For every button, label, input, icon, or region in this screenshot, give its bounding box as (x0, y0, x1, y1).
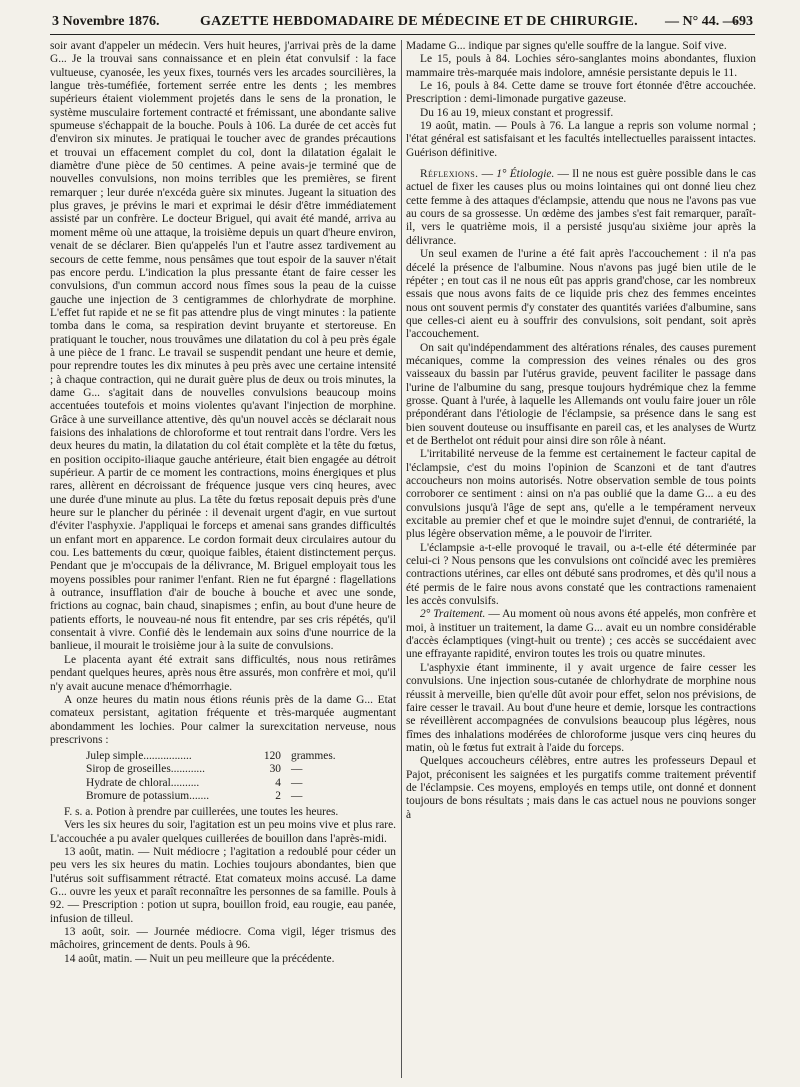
paragraph: Madame G... indique par signes qu'elle souffre de la langue. Soif vive. (406, 40, 727, 52)
paragraph: Le placenta ayant été extrait sans difficultés, nous nous retirâmes pendant quelques heures, après nous être assurés, mon confrère et moi, qu'il n'y avait aucune menace d'hémorrhagie. (50, 653, 396, 693)
unit: — (291, 763, 303, 776)
prescription-row (86, 763, 356, 776)
issue-date: 3 Novembre 1876. (52, 14, 160, 29)
quantity: 120 (263, 750, 281, 763)
paragraph: 13 août, soir. — Journée médiocre. Coma vigil, léger trismus des mâchoires, grincement de dents. Pouls à 96. (50, 926, 396, 952)
prescription-row (86, 750, 356, 763)
section-traitement (406, 608, 756, 661)
paragraph: A onze heures du matin nous étions réunis près de la dame G... Etat comateux persistant, agitation fréquente et très-marquée augmentant abondamment les lochies. Pour calmer la surexcitation nerveuse, nous prescrivons : (50, 693, 396, 746)
paragraph: Quelques accoucheurs célèbres, entre autres les professeurs Depaul et Pajot, préconisent les saignées et les purgatifs comme traitement préventif de l'éclampsie. Ces moyens, employés en temps utile, ont donné et donnent toujours de bons résultats ; mais dans le cas actuel nous ne pouvions songer à (406, 755, 756, 821)
prescription-row (86, 790, 356, 803)
paragraph: Du 16 au 19, mieux constant et progressif. (420, 106, 614, 119)
paragraph: soir avant d'appeler un médecin. Vers huit heures, j'arrivai près de la dame G... Je la trouvai sans connaissance et en plein état convulsif : la face vultueuse, cyanosée, les yeux fixes, tournés vers les arcades sourcilières, la langue très-tuméfiée, fortement serrée entre les dents ; les membres supérieurs étaient violemment projetés dans le sens de la pronation, le système musculaire fortement contracté et frémissant, une abondante salive spumeuse s'échappait de la bouche. Pouls à 106. La durée de cet accès fut d'environ six minutes. Je pratiquai le toucher avec de grandes précautions et trouvai un effacement complet du col, dont la dilatation égalait le diamètre d'une pièce de 50 centimes. A peine avais-je terminé que de nouvelles convulsions, non moins terribles que les premières, se firent remarquer ; leur durée n'excéda guère six minutes. Jugeant la situation des plus graves, je prévins le mari et exprimai le désir d'être immédiatement assisté par un confrère. Le docteur Briguel, qui avait été mandé, arriva au moment même où une attaque, la troisième depuis un quart d'heure environ, venait de se déclarer. Bien qu'appelés l'un et l'autre assez tardivement au secours de cette femme, nous pensâmes que tout espoir de la sauver n'était pas encore perdu. L'indication la plus pressante étant de faire cesser les convulsions, d'un commun accord nous fîmes sous la peau de la cuisse gauche une injection de 3 centigrammes de chlorhydrate de morphine. L'effet fut rapide et ne se fit pas attendre plus de vingt minutes : la patiente tomba dans le coma, sa respiration devint bruyante et stertoreuse. En pratiquant le toucher, nous trouvâmes une dilatation du col à peu près égale à une pièce de 1 franc. Le travail se suspendit pendant une heure et demie, pour reprendre toutes les dix minutes à peu près avec une certaine intensité ; à chaque contraction, qui ne durait guère plus de deux ou trois minutes, la dame G... s'agitait dans de nouvelles convulsions beaucoup moins accentuées toutefois et moins violentes qu'avant l'injection de morphine. Grâce à une surveillance attentive, dès qu'un nouvel accès se déclarait nous faisions des inhalations de chloroforme et tout rentrait dans l'ordre. Vers les deux heures du matin, la dilatation du col était complète et la tête du fœtus, en position occipito-iliaque gauche antérieure, était bien engagée au détroit supérieur. A partir de ce moment les contractions, moins énergiques et plus rares, allèrent en décroissant de fréquence jusque vers cinq heures, avec une durée d'une minute au plus. La tête du fœtus reposait depuis près d'une heure sur le plancher du périnée : il devenait urgent d'agir, en vue surtout d'éviter l'asphyxie. J'appliquai le forceps et amenai sans grandes difficultés un enfant mort en apparence. Le cordon formait deux circulaires autour du cou. Les battements du cœur, quoique faibles, étaient distinctement perçus. Pendant que je m'occupais de la délivrance, M. Briguel employait tous les moyens possibles pour ranimer l'enfant. Rien ne fut épargné : flagellations à outrance, insufflation d'air de bouche à bouche et avec une sonde, frictions au cognac, bain chaud, sinapismes ; enfin, au bout d'une heure de patients efforts, le nouveau-né nous fit entendre, par ses cris répétés, qu'il consentait à vivre. Confié dès le lendemain aux soins d'une nourrice de la banlieue, il mourait le troisième jour à la suite de convulsions. (50, 40, 396, 653)
unit: grammes. (291, 750, 336, 763)
paragraph-text: — Il ne nous est guère possible dans le cas actuel de fixer les causes plus ou moins lointaines qui ont donné lieu chez cette femme à des attaques d'éclampsie, attendu que nous ne l'avons pas vue au cours de sa grossesse. Un œdème des jambes s'est fait remarquer, paraît-il, vers le quatrième mois, il a persisté jusqu'au sixième jour après la délivrance. (406, 168, 756, 247)
paragraph: F. s. a. Potion à prendre par cuillerées, une toutes les heures. (64, 805, 339, 818)
left-column (50, 40, 396, 1080)
ingredient: Bromure de potassium....... (86, 789, 210, 802)
ingredient: Julep simple................. (86, 750, 192, 763)
right-column (406, 40, 756, 1080)
subsection-heading: 1° Étiologie. (496, 168, 555, 181)
paragraph: 13 août, matin. — Nuit médiocre ; l'agitation a redoublé pour céder un peu vers les six heures du matin. Lochies toujours abondantes, bien que l'utérus soit suffisamment rétracté. Etat comateux moins accusé. La dame G... ouvre les yeux et paraît reconnaître les personnes de sa famille. Pouls à 92. — Prescription : potion ut supra, bouillon froid, eau rougie, eau panée, infusion de tilleul. (50, 846, 396, 925)
paragraph: Vers les six heures du soir, l'agitation est un peu moins vive et plus rare. L'accouchée a pu avaler quelques cuillerées de bouillon dans l'après-midi. (50, 819, 396, 845)
page-number: 693 (732, 14, 753, 29)
unit: — (291, 776, 303, 789)
prescription-row (86, 777, 356, 790)
paragraph: Le 15, pouls à 84. Lochies séro-sanglantes moins abondantes, fluxion mammaire très-marquée mais indolore, amnésie persistante depuis le 11. (406, 53, 756, 79)
prescription-table (86, 750, 356, 803)
subsection-heading: 2° Traitement. (420, 608, 486, 621)
paragraph: On sait qu'indépendamment des altérations rénales, des causes purement mécaniques, comme la compression des veines rénales ou des gros vaisseaux du bassin par l'utérus gravide, peuvent faciliter le passage dans l'urine de l'albumine du sang, presque toujours hydrémique chez la femme grosse. Quant à l'urée, à laquelle les Allemands ont voulu faire jouer un rôle prépondérant dans l'étiologie de l'éclampsie, sa présence dans le sang est bien souvent douteuse ou insuffisante en pareil cas, et les analyses de Wurtz et de Berthelot ont réduit pour ainsi dire son rôle à néant. (406, 341, 756, 447)
page-header (50, 12, 755, 35)
unit: — (291, 789, 303, 802)
quantity: 30 (269, 763, 281, 776)
paragraph: Un seul examen de l'urine a été fait après l'accouchement : il n'a pas décelé la présence de l'albumine. Nous n'avons pas jugé bien utile de le répéter ; en tout cas il ne nous eût pas appris grand'chose, car les nombreux essais que nous avons faits de ce liquide pris chez des femmes enceintes nous ont souvent permis d'y constater des quantités variées d'albumine, sans que celles-ci aient eu à souffrir des convulsions, soit pendant, soit après l'accouchement. (406, 248, 756, 341)
journal-title: GAZETTE HEBDOMADAIRE DE MÉDECINE ET DE CHIRURGIE. (200, 14, 638, 29)
paragraph-text: — Au moment où nous avons été appelés, mon confrère et moi, à instituer un traitement, la dame G... avait eu un nombre considérable d'accès éclamptiques (vingt-huit ou trente) ; ces accès se succédaient avec une effrayante rapidité, environ toutes les trois ou quatre minutes. (406, 608, 756, 661)
section-reflexions: Réflexions. — 1° Étiologie. — Il ne nous est guère possible dans le cas actuel de fixer les causes plus ou moins lointaines qui ont donné lieu chez cette femme à des attaques d'éclampsie, attendu que nous ne l'avons pas vue au cours de sa grossesse. Un œdème des jambes s'est fait remarquer, paraît-il, vers le quatrième mois, il a persisté jusqu'au sixième jour après la délivrance. (406, 168, 756, 247)
paragraph: L'irritabilité nerveuse de la femme est certainement le facteur capital de l'éclampsie, c'est du moins l'opinion de Scanzoni et de tant d'autres accoucheurs non moins autorisés. Notre observation semble de tous points corroborer ce sentiment : ainsi on n'a pas oublié que la dame G... a eu des convulsions jusqu'à l'âge de sept ans, qu'elle a le tempérament nerveux excitable au premier chef et que le moindre sujet d'ennui, de contrariété, la plus légère observation même, a le pouvoir de l'irriter. (406, 448, 756, 541)
paragraph: 14 août, matin. — Nuit un peu meilleure que la précédente. (64, 952, 335, 965)
ingredient: Sirop de groseilles............ (86, 763, 205, 776)
column-divider (401, 40, 402, 1078)
section-heading: Réflexions. (420, 168, 479, 181)
issue-number: — N° 44. — (665, 14, 737, 29)
paragraph: Le 16, pouls à 84. Cette dame se trouve fort étonnée d'être accouchée. Prescription : demi-limonade purgative gazeuse. (406, 80, 756, 106)
paragraph: 19 août, matin. — Pouls à 76. La langue a repris son volume normal ; l'état général est satisfaisant et les facultés intellectuelles paraissent intactes. Guérison définitive. (406, 120, 756, 159)
ingredient: Hydrate de chloral.......... (86, 776, 200, 789)
paragraph: L'éclampsie a-t-elle provoqué le travail, ou a-t-elle été déterminée par celui-ci ? Nous pensons que les convulsions ont coïncidé avec les premières contractions utérines, car elles ont débuté sans prodromes, et dès qu'il nous a été permis de le faire nous avons constaté que les contractions ramenaient les accès convulsifs. (406, 541, 756, 608)
quantity: 2 (275, 789, 281, 802)
paragraph: L'asphyxie étant imminente, il y avait urgence de faire cesser les convulsions. Une injection sous-cutanée de chlorhydrate de morphine nous réussit à merveille, bien qu'elle dût avoir pour effet, selon nos prévisions, de faire cesser le travail. Au bout d'une heure et demie, lorsque les contractions se réveillèrent accompagnées de convulsions beaucoup plus légères, nous fîmes des inhalations modérées de chloroforme jusque vers cinq heures du matin, où le fœtus fut extrait à l'aide du forceps. (406, 661, 756, 754)
quantity: 4 (275, 776, 281, 789)
